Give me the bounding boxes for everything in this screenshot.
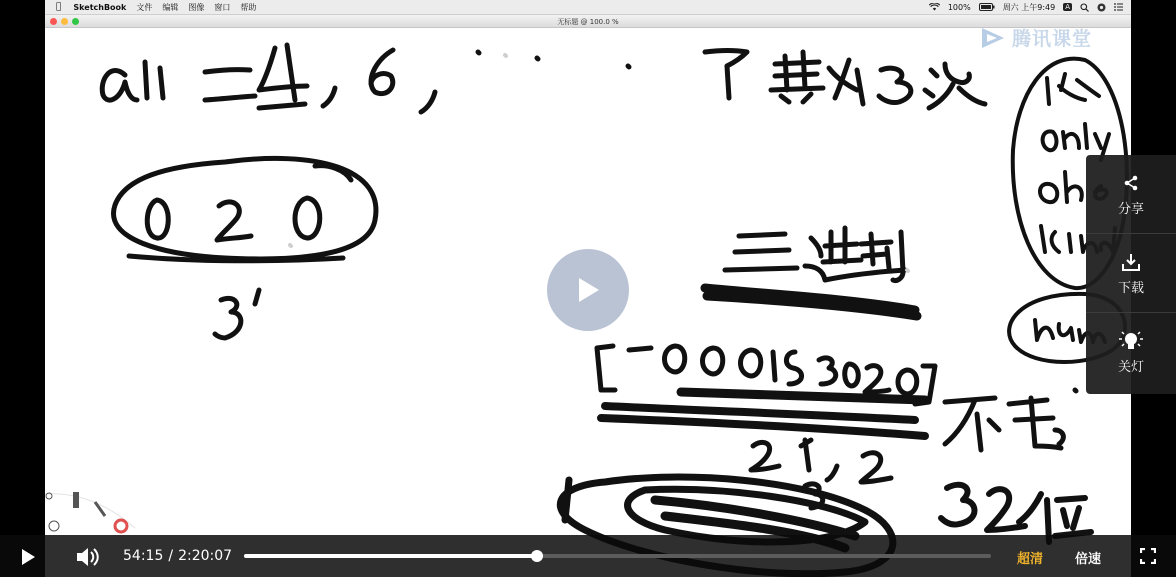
menu-image[interactable]: 图像 (182, 2, 199, 12)
volume-icon (75, 546, 99, 568)
progress-fill (244, 554, 537, 558)
handwriting-array-box (597, 346, 935, 436)
progress-bar[interactable] (244, 554, 991, 558)
battery-percent: 100% (947, 2, 971, 12)
time-display (123, 548, 232, 564)
share-icon (1123, 175, 1139, 191)
menu-window[interactable]: 窗口 (208, 2, 225, 12)
download-icon (1121, 252, 1141, 272)
duration: 2:20:07 (178, 548, 233, 564)
menubar-clock[interactable]: 周六 上午9:49 (1002, 2, 1056, 12)
player-control-bar (0, 535, 1176, 577)
tencent-classroom-watermark (978, 24, 1092, 51)
fullscreen-button[interactable] (1140, 548, 1156, 568)
handwriting-020-circle (113, 158, 375, 338)
ink-scribble-under-ternary (705, 288, 917, 316)
play-button[interactable] (20, 548, 36, 570)
handwriting-top-right (705, 51, 985, 109)
play-icon (577, 276, 601, 304)
watermark-text: 腾讯课堂 (1012, 28, 1093, 50)
progress-knob[interactable] (531, 550, 543, 562)
download-label: 下载 (1117, 280, 1144, 296)
window-title: 无标题 @ 100.0 % (557, 18, 619, 26)
menu-file[interactable]: 文件 (130, 2, 147, 12)
share-label: 分享 (1117, 201, 1144, 217)
speed-selector[interactable]: 倍速 (1075, 552, 1102, 567)
share-button[interactable] (1086, 155, 1176, 234)
time-separator: / (168, 548, 174, 564)
handwriting-ternary (725, 228, 905, 281)
input-source-badge[interactable]: A (1065, 3, 1070, 11)
handwriting-top-left (102, 45, 435, 112)
sketchbook-tool-puck[interactable] (45, 488, 145, 538)
handwriting-32bit (941, 485, 1091, 542)
fullscreen-icon (1140, 548, 1156, 564)
menu-edit[interactable]: 编辑 (156, 2, 173, 12)
play-icon (20, 548, 36, 566)
lights-off-label: 关灯 (1117, 360, 1144, 375)
handwriting-not-enough (945, 398, 1063, 450)
volume-button[interactable] (75, 546, 99, 572)
lights-off-button[interactable] (1086, 313, 1176, 392)
current-time: 54:15 (123, 548, 164, 564)
center-play-button[interactable] (547, 249, 629, 331)
menu-app-name[interactable]: SketchBook (68, 2, 121, 12)
player-side-panel (1086, 155, 1176, 394)
lightbulb-icon (1116, 330, 1146, 352)
download-button[interactable] (1086, 234, 1176, 313)
menu-help[interactable]: 帮助 (234, 2, 251, 12)
quality-selector[interactable]: 超清 (1017, 552, 1044, 567)
tencent-classroom-logo (978, 26, 1008, 50)
